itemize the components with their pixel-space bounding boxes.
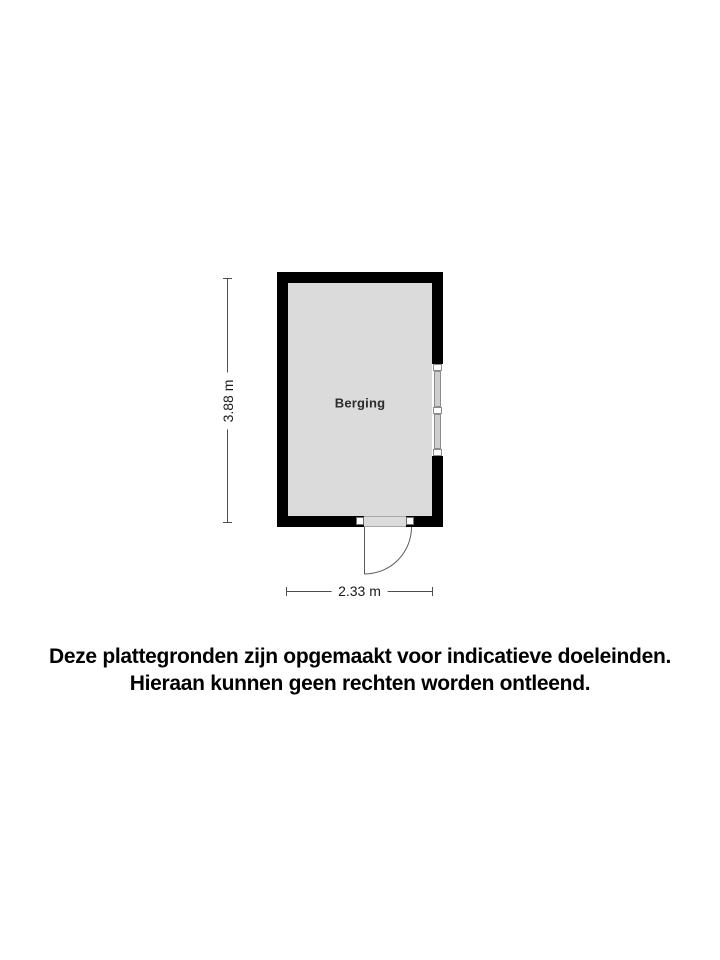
room-berging (277, 272, 443, 527)
window-pane (434, 414, 441, 449)
dimension-label-horizontal: 2.33 m (331, 582, 388, 600)
dimension-tick (223, 522, 232, 523)
dimension-label-vertical: 3.88 m (219, 372, 237, 429)
disclaimer-line-1: Deze plattegronden zijn opgemaakt voor indicatieve doeleinden. (48, 645, 672, 668)
window-pane (434, 371, 441, 407)
dimension-horizontal (286, 584, 433, 599)
door-swing-arc (364, 527, 414, 577)
room-label: Berging (334, 395, 386, 410)
disclaimer-line-2: Hieraan kunnen geen rechten worden ontleend. (129, 672, 591, 695)
window-mullion (433, 407, 442, 414)
door-opening (364, 516, 406, 527)
door-jamb-right (406, 517, 414, 525)
dimension-tick (432, 587, 433, 596)
dimension-tick (223, 278, 232, 279)
disclaimer (0, 643, 720, 697)
window-jamb (433, 364, 442, 371)
window-jamb (433, 449, 442, 456)
window (432, 364, 443, 456)
dimension-tick (286, 587, 287, 596)
dimension-vertical (220, 278, 236, 523)
door-jamb-left (356, 517, 364, 525)
